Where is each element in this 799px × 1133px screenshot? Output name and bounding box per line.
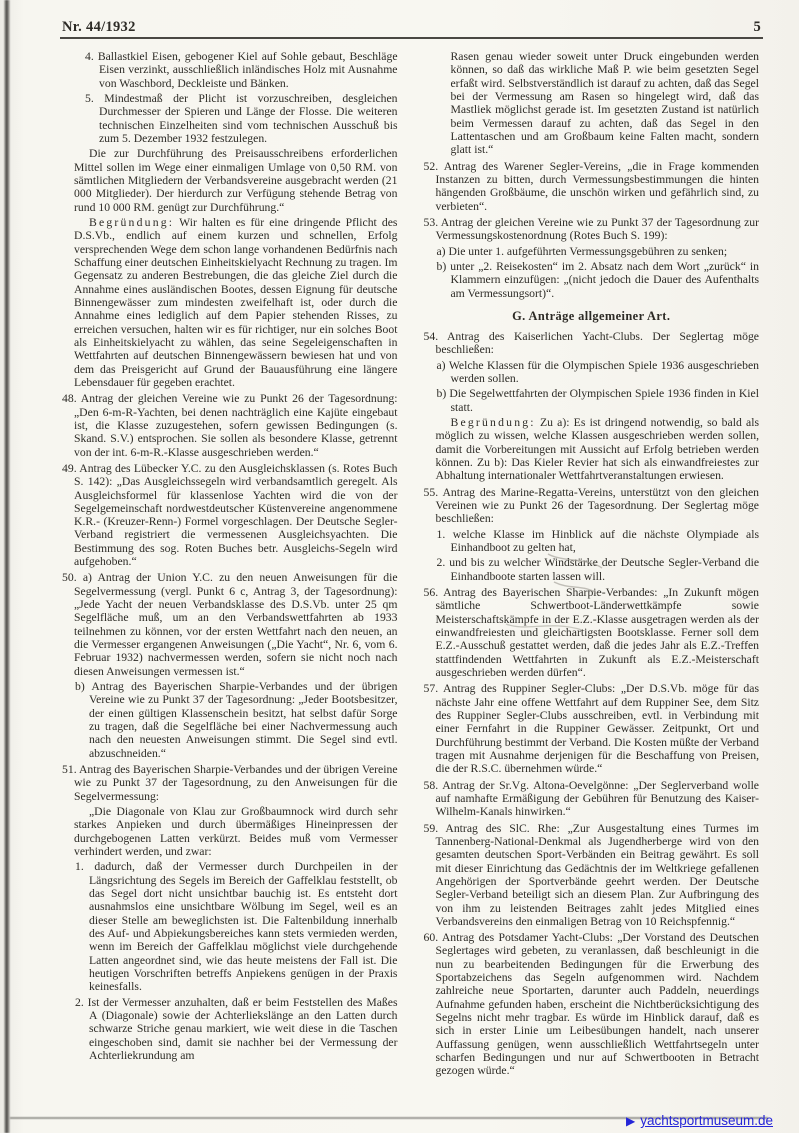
text-columns [62,50,759,1080]
text-block [62,680,398,760]
block-text: Welche Klassen für die Olympischen Spiele 1936 ausgeschrieben werden sollen. [448,358,759,386]
page-header [62,19,761,36]
header-rule [60,37,763,39]
block-text: Antrag der gleichen Vereine wie zu Punkt 26 der Tagesordnung: „Den 6-m-R-Yachten, bei denen nachträglich eine Kajüte eingebaut ist, die Klasse zuzugestehen, sofern gewissen Bedingungen (s. Skand. S.V.) entsprochen. Sie sollen als besondere Klasse, getrennt von der int. 6-m-R.-Klasse ausgeschrieben werden.“ [74,392,398,459]
block-text: Antrag des Kaiserlichen Yacht-Clubs. Der Seglertag möge beschließen: [435,330,759,357]
column-left [62,50,398,1080]
text-block [62,805,398,858]
text-block [62,860,398,993]
text-block [62,462,398,569]
item-marker: 53. [423,215,441,229]
block-text: Antrag des SlC. Rhe: „Zur Ausgestaltung eines Turmes im Tannenberg-National-Denkmal als Jugendherberge wird von den gesamten deutschen Sport-Verbänden ein Beitrag gewährt. Es soll mit dieser Einrichtung das Gedächtnis der im Weltkriege gefallenen Angehörigen der Sportverbände geehrt werden. Der Deutsche Segler-Verband beteiligt sich an diesem Plan. Zur Aufbringung des von ihm zu leistenden Beitrages zahlt jedes Mitglied eines Verbandsvereins den einmaligen Betrag von 10 Reichspfennig.“ [435,821,760,928]
item-marker: b) [436,387,450,401]
text-block [62,147,398,214]
text-block [424,528,760,555]
block-text: Mindestmaß der Plicht ist vorzuschreiben, desgleichen Durchmesser der Spieren und Länge der Flosse. Die weiteren technischen Einzelheiten sind vom technischen Ausschuß bis zum 5. Dezember 1932 festzulegen. [99,91,398,145]
text-block [424,50,760,157]
item-marker: 2. [75,995,88,1009]
block-text: Antrag des Potsdamer Yacht-Clubs: „Der Vorstand des Deutschen Seglertages wird gebeten, zu veranlassen, daß beschleunigt in die nun zu bearbeitenden Bedingungen für die Erwerbung des Sportabzeichens das Segeln aufgenommen wird. Nachdem zahlreiche neue Sportarten, darunter auch Paddeln, neuerdings Aufnahme gefunden haben, erscheint die Nichtberücksichtigung des Segelns nicht mehr tragbar. Es würde im Hinblick darauf, daß es sich in erster Linie um Leibesübungen handelt, nach unserer Auffassung genügen, wenn ausschließlich Wettfahrtsegeln unter scharfen Bedingungen und nur auf Schwertbooten in Betracht gezogen würde.“ [435,931,760,1078]
block-text: und bis zu welcher Windstärke der Deutsche Segler-Verband die Einhandboote starten lassen will. [449,556,760,583]
item-marker: 58. [423,778,443,792]
item-marker: 56. [423,585,444,599]
block-text: dadurch, daß der Vermesser durch Durchpeilen in der Längsrichtung des Segels im Bereich der Gaffelklau feststellt, ob das Segel dort nicht unsichtbar bauchig ist. Es entsteht dort ausnahmslos eine unsichtbare Wölbung im Segel, weil es an dieser Stelle am beweglichsten ist. Die Faltenbildung innerhalb des Auf- und Abpiekungsbereiches kann stets vermieden werden, wenn im Bereich der Gaffelklau möglichst viele durchgehende Latten angeordnet sind, wie das heute meistens der Fall ist. Die heutigen Vorschriften betreffs Anpiekens genügen in der Praxis keinesfalls. [89,860,398,994]
block-text: Zu a): Es ist dringend notwendig, so bald als möglich zu wissen, welche Klassen ausgeschrieben werden sollen, damit die Vorbereitungen mit Aussicht auf Erfolg betrieben werden können. Zu b): Das Kieler Revier hat sich als einwandfreiestes zur Abhaltung internationaler Wettfahrtveranstaltungen erwiesen. [435,416,759,483]
block-text: „Die Diagonale von Klau zur Großbaumnock wird durch sehr starkes Anpieken und durch übermäßiges Hineinpressen der durchgebogenen Latten verkürzt. Beides muß vom Vermesser verhindert werden, und zwar: [74,805,398,859]
text-block [62,571,398,678]
item-marker: 52. [423,159,444,173]
text-block [424,216,760,243]
text-block [424,682,760,775]
issue-number: Nr. 44/1932 [62,19,136,35]
section-heading [424,309,760,323]
block-text: Antrag des Bayerischen Sharpie-Verbandes und der übrigen Vereine wie zu Punkt 37 der Tagesordnung: „Jeder Bootsbesitzer, der einen gültigen Klassenschein besitzt, hat selbst dafür Sorge zu tragen, daß die Segelfläche bei einer Nachvermessung auch nach den neuesten Anweisungen stimmt. Die Segel sind evtl. abzuschneiden.“ [89,680,398,760]
column-right [424,50,760,1080]
text-block [424,387,760,414]
item-marker: 51. [62,763,79,777]
text-block [62,50,398,90]
item-marker: 48. [62,392,81,406]
block-text: Wir halten es für eine dringende Pflicht des D.S.Vb., endlich auf einem kurzen und schnellen, Erfolg versprechenden Wege dem schon lange vorhandenen Bedürfnis nach Schaffung einer deutschen Einheitskielyacht Rechnung zu tragen. Im Gegensatz zu anderen Bestrebungen, die das gleiche Ziel durch die Annahme eines ausländischen Bootes, dessen Eignung für deutsche Binnengewässer zum mindesten zweifelhaft ist, oder durch die Annahme eines lediglich auf dem Papier stehenden Risses, zu erreichen versuchen, halten wir es für richtiger, nur ein solches Boot als Einheitskielyacht zu wählen, das seine Segeleigenschaften in Wettfahrten auf deutschen Binnengewässern bewiesen hat und von dem das Preisgericht auf Grund der Bauausführung eine längere Lebensdauer für gegeben erachtet. [74,215,398,389]
item-marker: 50. a) [62,571,98,585]
item-marker: 60. [423,931,442,945]
text-block [424,330,760,357]
block-text: Antrag der Sr.Vg. Altona-Oevelgönne: „Der Seglerverband wolle auf namhafte Ermäßigung der Gebühren für Benutzung des Kaiser-Wilhelm-Kanals hinwirken.“ [435,778,759,819]
text-block [62,392,398,459]
item-marker: 1. [436,527,453,541]
text-block [424,931,760,1078]
item-marker: b) [436,259,451,273]
text-block [62,92,398,145]
text-block [424,245,760,258]
text-block [424,779,760,819]
item-marker: 5. [85,91,105,105]
block-text: Antrag des Marine-Regatta-Vereins, unterstützt von den gleichen Vereinen wie zu Punkt 26 der Tagesordnung. Der Seglertag möge beschließen: [435,485,759,526]
item-marker: a) [436,244,449,258]
block-text: unter „2. Reisekosten“ im 2. Absatz nach dem Wort „zurück“ in Klammern einzufügen: „(nicht jedoch die Dauer des Aufenthalts am Vermessungsort)“. [450,259,759,300]
watermark-link[interactable] [626,1113,773,1128]
text-block [424,556,760,583]
text-block [424,160,760,213]
item-marker: 4. [85,50,98,63]
lead-label: Begründung: [89,215,175,229]
item-marker: 2. [436,556,450,570]
block-text: Rasen genau wieder soweit unter Druck eingebunden werden können, so daß das wirkliche Maß P. wie beim gesetzten Segel erfaßt wird. Selbstverständlich ist darauf zu achten, daß das Segel bei der Vermessung am Rasen so hingelegt wird, daß das Mastliek möglichst gerade ist. Im gesetzten Zustand ist natürlich beim Vermessen darauf zu achten, daß das Segel in den Lattentaschen und am Großbaum keine Falten macht, sondern glatt ist.“ [450,50,759,157]
block-text: Die zur Durchführung des Preisausschreibens erforderlichen Mittel sollen im Wege einer einmaligen Umlage von 0,50 RM. von sämtlichen Mitgliedern der Verbandsvereine ausgebracht werden (21 000 Mitglieder). Der hierdurch zur Verfügung stehende Betrag von rund 10 000 RM. genügt zur Durchführung.“ [74,147,398,214]
text-block [424,416,760,483]
watermark-text: yachtsportmuseum.de [640,1113,773,1128]
text-block [424,486,760,526]
item-marker: 55. [423,485,443,499]
block-text: Antrag des Ruppiner Segler-Clubs: „Der D.S.Vb. möge für das nächste Jahr eine offene Wettfahrt auf dem Ruppiner See, dem Sitz des Ruppiner Segler-Clubs ausschreiben, evtl. in Verbindung mit einer Fernfahrt in die Ruppiner Gewässer. Zeitpunkt, Ort und Durchführung bestimmt der Verband. Die Kosten müßte der Verband tragen mit Ausnahme derjenigen für die Beschaffung von Preisen, die der R.S.C. übernehmen würde.“ [435,682,759,776]
block-text: Antrag des Bayerischen Sharpie-Verbandes und der übrigen Vereine wie zu Punkt 37 der Tagesordnung, zu den Anweisungen für die Segelvermessung: [74,763,398,803]
scan-edge-left [4,0,10,1133]
item-marker: 54. [423,330,447,344]
text-block [424,822,760,929]
block-text: welche Klasse im Hinblick auf die nächste Olympiade als Einhandboot zu gelten hat, [450,527,759,554]
lead-label: Begründung: [450,416,536,430]
block-text: Antrag des Warener Segler-Vereins, „die in Frage kommenden Instanzen zu bitten, durch Vermessungsbestimmungen die hinten hängenden Großbäume, die unschön wirken und gefährlich sind, zu verbieten“. [435,159,759,213]
block-text: Ist der Vermesser anzuhalten, daß er beim Feststellen des Maßes A (Diagonale) sowie der Achterliekslänge an den Latten durch schwarze Striche genau markiert, wie weit diese in die Taschen eingeschoben sind, damit sie nachher bei der Vermessung der Achterliekrundung am [87,995,398,1062]
text-block [62,996,398,1063]
block-text: Ballastkiel Eisen, gebogener Kiel auf Sohle gebaut, Beschläge Eisen verzinkt, ausschließlich inländisches Holz mit Ausnahme von Waschbord, Deckleiste und Bänken. [97,50,398,90]
text-block [424,260,760,300]
item-marker: 57. [423,682,444,696]
text-block [424,586,760,679]
item-marker: a) [436,358,449,372]
item-marker: b) [75,680,92,694]
block-text: Antrag der Union Y.C. zu den neuen Anweisungen für die Segelvermessung (vergl. Punkt 6 c, Antrag 3, der Tagesordnung): „Jede Yacht der neuen Verbandsklasse des D.S.Vb. unter 25 qm Segelfläche muß, um an den Verbandswettfahrten ab 1933 teilnehmen zu können, vor der ersten Wettfahrt nach den neuen, an die Vermesser ergangenen Anweisungen („Die Yacht“, Nr. 6, vom 6. Februar 1932) nachvermessen werden, sofern sie nicht noch nach diesen Anweisungen vermessen ist.“ [74,571,398,678]
block-text: Die unter 1. aufgeführten Vermessungsgebühren zu senken; [448,244,728,258]
block-text: Die Segelwettfahrten der Olympischen Spiele 1936 finden in Kiel statt. [449,387,759,414]
text-block [62,763,398,803]
block-text: G. Anträge allgemeiner Art. [512,308,671,323]
block-text: Antrag der gleichen Vereine wie zu Punkt 37 der Tagesordnung zur Vermessungskostenordnung (Rotes Buch S. 199): [435,215,760,243]
item-marker: 49. [62,461,80,475]
item-marker: 1. [75,860,95,874]
page-number: 5 [753,19,761,35]
text-block [424,359,760,386]
block-text: Antrag des Bayerischen Sharpie-Verbandes: „In Zukunft mögen sämtliche Schwertboot-Länderwettkämpfe sowie Meisterschaftskämpfe in der E.Z.-Klasse ausgetragen werden als der einwandfreiesten und gleichartigsten Bootsklasse. Ferner soll dem E.Z.-Ausschuß gestattet werden, daß die jedes Jahr als E.Z.-Treffen stattfindenden Wettfahrten in Zukunft als E.Z.-Meisterschaft ausgeschrieben werden dürfen“. [435,585,759,679]
item-marker: 59. [423,821,446,835]
block-text: Antrag des Lübecker Y.C. zu den Ausgleichsklassen (s. Rotes Buch S. 142): „Das Ausgleichssegeln wird verbandsamtlich geregelt. Als Ausgleichsformel für klassenlose Yachten wird die von der Segelgemeinschaft nordwestdeutscher Küstenvereine angenommene K.R.- (Kreuzer-Renn-) Formel vorgeschlagen. Der Deutsche Segler-Verband registriert die vermessenen Ausgleichsyachten. Die Bestimmung des sog. Roten Buches betr. Ausgleichs-Segeln wird aufgehoben.“ [74,461,398,569]
play-icon: ▶ [625,1113,636,1128]
text-block [62,216,398,389]
